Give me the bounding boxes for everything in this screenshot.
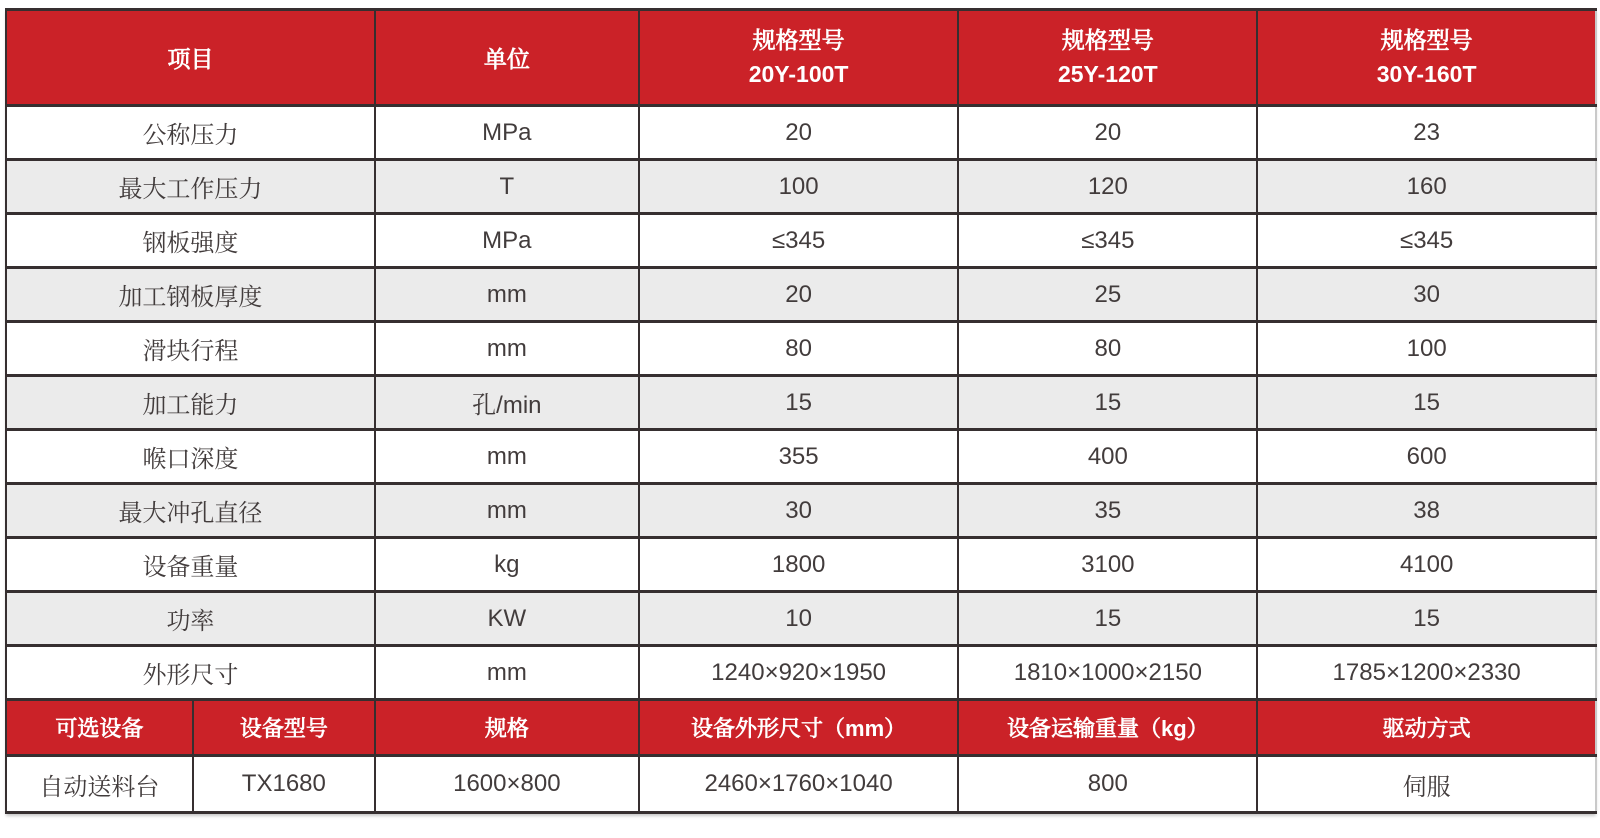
row-item-label: 喉口深度 [6, 430, 375, 484]
spec-sheet [5, 8, 1597, 814]
row-value: 30 [639, 484, 959, 538]
model-header-code: 25Y-120T [1057, 60, 1158, 87]
column-header-optional-equipment: 可选设备 [6, 700, 193, 756]
column-header-model-25y-120t [958, 10, 1257, 106]
row-value: 23 [1257, 106, 1596, 160]
row-value: 10 [639, 592, 959, 646]
row-unit: mm [375, 268, 639, 322]
model-header-title: 规格型号 [752, 27, 845, 54]
table-row [6, 106, 1596, 160]
row-value: 35 [958, 484, 1257, 538]
row-unit: 孔/min [375, 376, 639, 430]
row-value: ≤345 [958, 214, 1257, 268]
row-unit: kg [375, 538, 639, 592]
column-header-drive-type: 驱动方式 [1257, 700, 1596, 756]
row-unit: mm [375, 646, 639, 700]
model-header-title: 规格型号 [1061, 27, 1154, 54]
row-item-label: 最大工作压力 [6, 160, 375, 214]
optional-equipment-name: 自动送料台 [6, 756, 193, 813]
row-value: 100 [1257, 322, 1596, 376]
table-row [6, 376, 1596, 430]
row-value: 15 [1257, 592, 1596, 646]
row-item-label: 外形尺寸 [6, 646, 375, 700]
row-item-label: 钢板强度 [6, 214, 375, 268]
table-row [6, 268, 1596, 322]
row-value: 20 [958, 106, 1257, 160]
row-value: 1810×1000×2150 [958, 646, 1257, 700]
row-value: 20 [639, 106, 959, 160]
row-value: ≤345 [1257, 214, 1596, 268]
row-item-label: 加工能力 [6, 376, 375, 430]
row-value: 120 [958, 160, 1257, 214]
row-unit: MPa [375, 214, 639, 268]
row-item-label: 功率 [6, 592, 375, 646]
row-unit: mm [375, 322, 639, 376]
row-unit: T [375, 160, 639, 214]
optional-equipment-spec: 1600×800 [375, 756, 639, 813]
row-item-label: 公称压力 [6, 106, 375, 160]
row-value: 25 [958, 268, 1257, 322]
model-header-title: 规格型号 [1380, 27, 1473, 54]
table-row [6, 160, 1596, 214]
row-value: ≤345 [639, 214, 959, 268]
row-value: 355 [639, 430, 959, 484]
column-header-transport-weight: 设备运输重量（kg） [958, 700, 1257, 756]
row-value: 400 [958, 430, 1257, 484]
row-item-label: 加工钢板厚度 [6, 268, 375, 322]
row-value: 15 [958, 592, 1257, 646]
optional-equipment-weight: 800 [958, 756, 1257, 813]
row-unit: mm [375, 430, 639, 484]
column-header-item: 项目 [6, 10, 375, 106]
optional-equipment-drive: 伺服 [1257, 756, 1596, 813]
row-value: 15 [958, 376, 1257, 430]
row-value: 15 [1257, 376, 1596, 430]
row-unit: KW [375, 592, 639, 646]
optional-equipment-dimensions: 2460×1760×1040 [639, 756, 959, 813]
optional-equipment-table [5, 698, 1597, 814]
row-value: 1785×1200×2330 [1257, 646, 1596, 700]
model-header-code: 20Y-100T [748, 60, 849, 87]
column-header-equipment-model: 设备型号 [193, 700, 375, 756]
row-value: 100 [639, 160, 959, 214]
row-value: 80 [639, 322, 959, 376]
row-value: 1800 [639, 538, 959, 592]
table-row [6, 538, 1596, 592]
optional-equipment-model: TX1680 [193, 756, 375, 813]
row-value: 1240×920×1950 [639, 646, 959, 700]
row-value: 30 [1257, 268, 1596, 322]
row-value: 160 [1257, 160, 1596, 214]
row-value: 3100 [958, 538, 1257, 592]
table-row [6, 756, 1596, 813]
column-header-model-30y-160t [1257, 10, 1596, 106]
main-spec-table [5, 8, 1597, 701]
column-header-equipment-dimensions: 设备外形尺寸（mm） [639, 700, 959, 756]
table-row [6, 484, 1596, 538]
table-row [6, 592, 1596, 646]
table-row [6, 646, 1596, 700]
row-value: 38 [1257, 484, 1596, 538]
main-header-row [6, 10, 1596, 106]
table-row [6, 322, 1596, 376]
table-row [6, 214, 1596, 268]
row-unit: mm [375, 484, 639, 538]
row-value: 600 [1257, 430, 1596, 484]
row-unit: MPa [375, 106, 639, 160]
model-header-code: 30Y-160T [1376, 60, 1477, 87]
column-header-unit: 单位 [375, 10, 639, 106]
optional-header-row [6, 700, 1596, 756]
row-item-label: 设备重量 [6, 538, 375, 592]
row-value: 20 [639, 268, 959, 322]
row-value: 80 [958, 322, 1257, 376]
row-item-label: 滑块行程 [6, 322, 375, 376]
row-value: 15 [639, 376, 959, 430]
column-header-spec: 规格 [375, 700, 639, 756]
column-header-model-20y-100t [639, 10, 959, 106]
row-value: 4100 [1257, 538, 1596, 592]
table-row [6, 430, 1596, 484]
row-item-label: 最大冲孔直径 [6, 484, 375, 538]
